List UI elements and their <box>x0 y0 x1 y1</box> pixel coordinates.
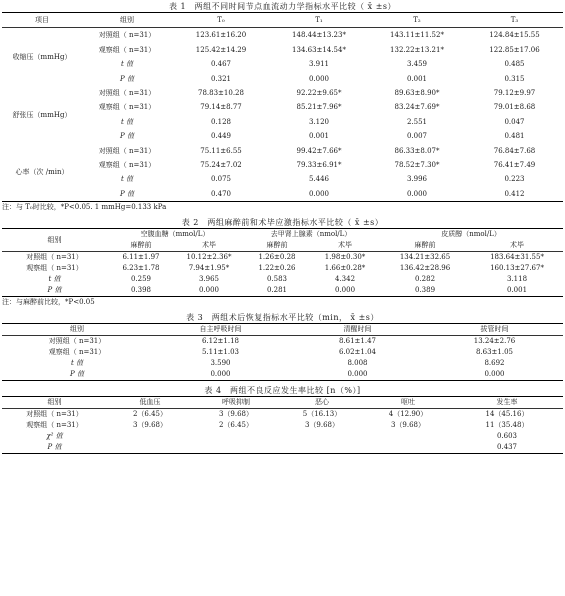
row-label: P 值 <box>120 74 134 83</box>
row-label: 观察组（ n=31） <box>98 161 156 170</box>
table-row <box>2 347 563 358</box>
row-label: 对照组（ n=31） <box>98 31 156 40</box>
cell: 0.000 <box>308 74 330 83</box>
cell <box>279 442 365 454</box>
cell: 79.12±9.97 <box>493 89 536 98</box>
cell: 0.000 <box>347 370 368 379</box>
row-label: χ² 值 <box>46 432 63 441</box>
cell: 0.398 <box>130 286 152 295</box>
cell: 183.64±31.55* <box>490 253 544 262</box>
cell: 0.470 <box>210 189 232 198</box>
table-row <box>2 285 563 297</box>
row-label: 观察组（ n=31） <box>26 421 83 430</box>
table3-header: 组别 <box>70 325 84 334</box>
cell: 136.42±28.96 <box>399 264 451 273</box>
cell: 0.075 <box>210 175 232 184</box>
cell: 75.24±7.02 <box>200 161 242 170</box>
cell: 10.12±2.36* <box>186 253 232 262</box>
cell: 0.000 <box>406 189 428 198</box>
row-label: 观察组（ n=31） <box>98 103 156 112</box>
cell: 124.84±15.55 <box>489 31 540 40</box>
cell <box>107 431 193 442</box>
table2-subheader: 麻醉前 <box>130 241 152 250</box>
table-row <box>2 187 563 202</box>
table-row <box>2 431 563 442</box>
table3-header: 清醒时间 <box>343 325 372 334</box>
cell: 3.996 <box>406 175 428 184</box>
table1-header: T₃ <box>510 16 519 24</box>
cell: 122.85±17.06 <box>489 45 540 54</box>
row-label: 对照组（ n=31） <box>48 337 106 346</box>
cell: 0.000 <box>210 370 231 379</box>
table-row <box>2 263 563 274</box>
cell: 0.583 <box>266 275 288 284</box>
row-label: t 值 <box>120 60 134 69</box>
cell <box>193 431 279 442</box>
cell: 0.481 <box>504 132 525 141</box>
row-label: P 值 <box>120 132 134 141</box>
table4 <box>2 396 563 454</box>
row-label: t 值 <box>70 359 84 368</box>
cell: 6.23±1.78 <box>122 264 160 273</box>
table4-header: 低血压 <box>139 398 161 407</box>
cell: 6.02±1.04 <box>338 348 377 357</box>
table-row <box>2 57 563 71</box>
cell: 79.14±8.77 <box>200 103 242 112</box>
cell: 0.315 <box>504 74 525 83</box>
table1-group-label: 心率（次 /min） <box>2 144 82 202</box>
table-row <box>2 115 563 129</box>
cell: 0.321 <box>210 74 232 83</box>
table1 <box>2 12 563 202</box>
cell: 14（45.16） <box>485 410 529 419</box>
table-row <box>2 358 563 369</box>
cell: 1.22±0.26 <box>258 264 296 273</box>
table4-header: 发生率 <box>496 398 518 407</box>
cell: 0.437 <box>496 443 518 452</box>
cell: 3（9.68） <box>218 410 254 419</box>
table1-header-row <box>2 13 563 28</box>
table2-subheader: 术毕 <box>202 241 216 250</box>
cell: 8.008 <box>347 359 368 368</box>
row-label: P 值 <box>70 370 84 379</box>
cell: 3（9.68） <box>390 421 426 430</box>
table-row <box>2 100 563 114</box>
cell: 3.459 <box>406 60 428 69</box>
cell: 79.01±8.68 <box>493 103 536 112</box>
cell: 143.11±11.52* <box>390 31 444 40</box>
table1-header: T₂ <box>413 16 421 24</box>
table-row <box>2 336 563 348</box>
cell: 5（16.13） <box>302 410 342 419</box>
cell: 2.551 <box>406 117 428 126</box>
cell: 3.911 <box>308 60 330 69</box>
cell: 0.000 <box>308 189 330 198</box>
cell <box>365 431 451 442</box>
row-label: 观察组（ n=31） <box>98 45 156 54</box>
cell: 132.22±13.21* <box>390 45 444 54</box>
table1-caption: 表 1 两组不同时间节点血流动力学指标水平比较（ x̄ ±s） <box>168 2 397 11</box>
cell: 0.485 <box>504 60 525 69</box>
cell: 160.13±27.67* <box>490 264 544 273</box>
table2-caption: 表 2 两组麻醉前和术毕应激指标水平比较（ x̄ ±s） <box>181 218 384 228</box>
table-row <box>2 252 563 264</box>
cell: 76.84±7.68 <box>493 146 536 155</box>
table3-header-row <box>2 324 563 336</box>
table2-header-row <box>2 229 563 241</box>
table2-subheader: 麻醉前 <box>266 241 288 250</box>
cell: 5.446 <box>308 175 330 184</box>
cell: 1.98±0.30* <box>324 253 366 262</box>
row-label: t 值 <box>120 117 134 126</box>
table1-header: T₀ <box>217 16 225 24</box>
cell: 3.590 <box>210 359 231 368</box>
table-row <box>2 409 563 421</box>
cell: 2（6.45） <box>218 421 254 430</box>
cell: 85.21±7.96* <box>296 103 342 112</box>
cell: 11（35.48） <box>485 421 529 430</box>
cell: 5.11±1.03 <box>201 348 240 357</box>
cell: 0.449 <box>210 132 232 141</box>
table4-header: 呕吐 <box>401 398 415 407</box>
table4-caption: 表 4 两组不良反应发生率比较 [n（%）] <box>204 386 361 396</box>
table-row <box>2 28 563 43</box>
cell: 0.047 <box>504 117 525 126</box>
table1-header: 项目 <box>35 16 49 24</box>
table1-group-label: 舒张压（mmHg） <box>12 110 72 119</box>
row-label: 观察组（ n=31） <box>26 264 83 273</box>
cell <box>279 431 365 442</box>
cell: 4（12.90） <box>388 410 428 419</box>
row-label: t 值 <box>48 275 61 284</box>
cell: 6.11±1.97 <box>122 253 160 262</box>
table2-subheader: 术毕 <box>338 241 352 250</box>
table2 <box>2 228 563 297</box>
row-label: P 值 <box>47 443 62 452</box>
cell <box>107 442 193 454</box>
cell: 3（9.68） <box>304 421 340 430</box>
table4-header-row <box>2 397 563 409</box>
row-label: P 值 <box>120 189 134 198</box>
table2-metric-header: 空腹血糖（mmol/L） <box>140 230 210 239</box>
row-label: 对照组（ n=31） <box>98 146 156 155</box>
table-row <box>2 129 563 143</box>
table1-header: 组别 <box>120 16 134 24</box>
row-label: 对照组（ n=31） <box>98 89 156 98</box>
table-row <box>2 158 563 172</box>
cell: 0.281 <box>266 286 288 295</box>
table3-header: 自主呼吸时间 <box>199 325 242 334</box>
table2-metric-header: 皮质醇（nmol/L） <box>441 230 501 239</box>
table-row <box>2 274 563 285</box>
cell: 89.63±8.90* <box>394 89 440 98</box>
cell: 7.94±1.95* <box>188 264 230 273</box>
cell: 0.282 <box>414 275 436 284</box>
table2-subheader: 麻醉前 <box>414 241 436 250</box>
cell: 3（9.68） <box>132 421 168 430</box>
table3 <box>2 323 563 381</box>
cell <box>365 442 451 454</box>
cell: 79.33±6.91* <box>296 161 342 170</box>
cell: 0.467 <box>210 60 232 69</box>
cell: 0.001 <box>308 132 330 141</box>
cell: 2（6.45） <box>132 410 168 419</box>
cell: 8.63±1.05 <box>475 348 514 357</box>
table1-group-label: 收缩压（mmHg） <box>12 53 72 62</box>
cell: 75.11±6.55 <box>200 146 242 155</box>
table-row <box>2 420 563 431</box>
cell: 3.120 <box>308 117 330 126</box>
table1-header: T₁ <box>315 16 323 24</box>
cell: 86.33±8.07* <box>394 146 440 155</box>
row-label: 对照组（ n=31） <box>26 253 83 262</box>
cell: 3.965 <box>198 275 220 284</box>
row-label: 观察组（ n=31） <box>48 348 106 357</box>
cell: 148.44±13.23* <box>292 31 346 40</box>
cell: 8.692 <box>484 359 505 368</box>
table-row <box>2 144 563 158</box>
cell: 3.118 <box>507 275 528 284</box>
row-label: 对照组（ n=31） <box>26 410 83 419</box>
cell: 0.223 <box>504 175 525 184</box>
cell: 0.603 <box>496 432 518 441</box>
cell: 125.42±14.29 <box>195 45 247 54</box>
cell: 99.42±7.66* <box>296 146 342 155</box>
table2-header: 组别 <box>2 229 107 252</box>
cell: 13.24±2.76 <box>473 337 516 346</box>
cell: 0.001 <box>406 74 428 83</box>
cell: 76.41±7.49 <box>493 161 536 170</box>
row-label: P 值 <box>47 286 62 295</box>
cell: 0.001 <box>507 286 528 295</box>
table4-header: 呼吸抑制 <box>222 398 250 407</box>
cell: 83.24±7.69* <box>394 103 440 112</box>
table4-header: 组别 <box>47 398 62 407</box>
table3-header: 拔管时间 <box>480 325 509 334</box>
table-row <box>2 442 563 454</box>
cell: 8.61±1.47 <box>338 337 377 346</box>
cell: 92.22±9.65* <box>296 89 342 98</box>
cell: 1.66±0.28* <box>324 264 366 273</box>
table2-note: 注：与麻醉前比较，*P<0.05 <box>2 298 95 307</box>
table-row <box>2 43 563 57</box>
table-row <box>2 172 563 186</box>
cell: 134.21±32.65 <box>399 253 451 262</box>
cell: 6.12±1.18 <box>201 337 240 346</box>
cell: 1.26±0.28 <box>258 253 296 262</box>
cell: 4.342 <box>334 275 356 284</box>
table2-metric-header: 去甲肾上腺素（nmol/L） <box>270 230 352 239</box>
cell: 0.000 <box>484 370 505 379</box>
cell: 0.007 <box>406 132 428 141</box>
table-row <box>2 72 563 86</box>
cell: 0.259 <box>130 275 152 284</box>
cell: 123.61±16.20 <box>195 31 247 40</box>
table3-caption: 表 3 两组术后恢复指标水平比较（min， x̄ ±s） <box>186 313 379 323</box>
cell: 0.000 <box>198 286 220 295</box>
cell: 78.83±10.28 <box>198 89 244 98</box>
table2-subheader: 术毕 <box>510 241 525 250</box>
table1-note: 注：与 T₀时比较，*P<0.05. 1 mmHg=0.133 kPa <box>2 203 167 212</box>
cell: 78.52±7.30* <box>394 161 440 170</box>
cell: 0.412 <box>504 189 525 198</box>
cell <box>193 442 279 454</box>
cell: 0.000 <box>334 286 356 295</box>
cell: 0.389 <box>414 286 436 295</box>
table-row <box>2 86 563 100</box>
cell: 134.63±14.54* <box>292 45 346 54</box>
row-label: t 值 <box>120 175 134 184</box>
cell: 0.128 <box>210 117 232 126</box>
table4-header: 恶心 <box>315 398 329 407</box>
table-row <box>2 369 563 381</box>
